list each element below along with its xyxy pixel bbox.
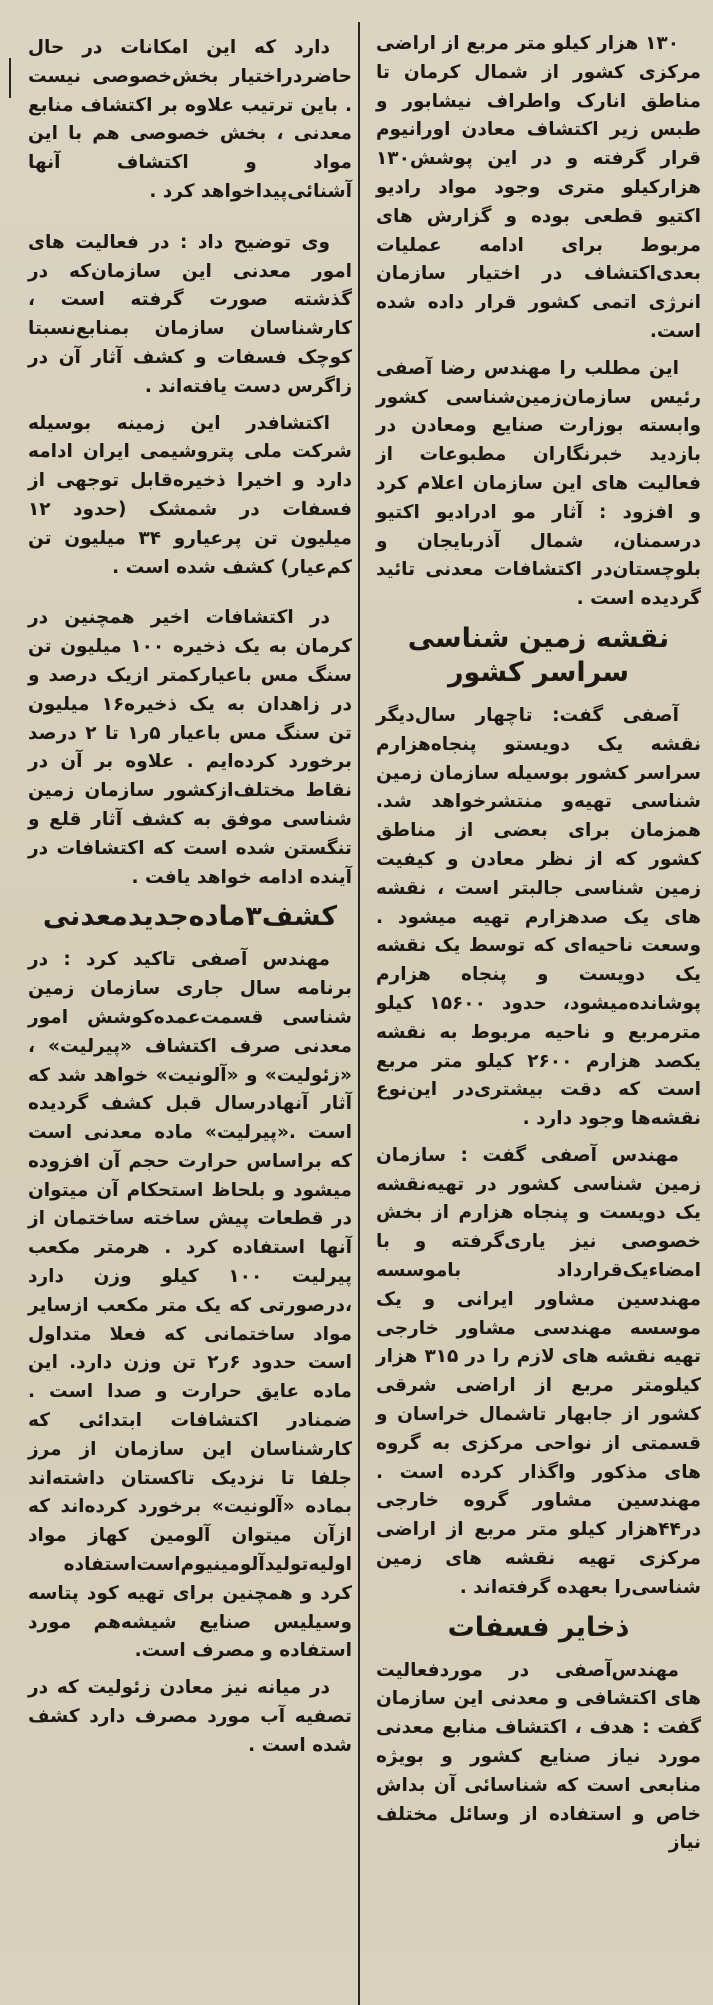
heading-line: ذخایر فسفات bbox=[447, 1611, 630, 1643]
body-paragraph: مهندس‌آصفی در موردفعالیت های اکتشافی و معدنی این سازمان گفت : هدف ، اکتشاف منابع معدنی مورد نیاز صنایع کشور و بویژه منابعی است که شناسائی آن بداش خاص و استفاده از وسائل مختلف نیاز bbox=[376, 1659, 701, 1854]
body-paragraph: وی توضیح داد : در فعالیت های امور معدنی این سازمان‌که در گذشته صورت گرفته است ، کارشناسان سازمان بمنابع‌نسبتا کوچک فسفات و کشف آثار آن در زاگرس دست یافته‌اند . bbox=[28, 231, 352, 397]
body-paragraph: مهندس آصفی گفت : سازمان زمین شناسی کشور در تهیه‌نقشه یک دویست و پنجاه هزارم از بخش خصوصی نیز یاری‌گرفته و با امضاءیک‌قرارداد باموسسه مهندسین مشاور ایرانی و یک موسسه مهندسی مشاور خارجی تهیه نقشه های لازم را در ۳۱۵ هزار کیلومتر مربع از اراضی شرقی کشور از جابهار تاشمال خراسان و قسمتی از نواحی مرکزی به گروه های مذکور واگذار کرده است . مهندسین مشاور گروه خارجی در۴۴هزار کیلو متر مربع از اراضی مرکزی تهیه نقشه های زمین شناسی‌را بعهده گرفته‌اند . bbox=[376, 1144, 701, 1598]
section-heading-phosphate bbox=[376, 1611, 701, 1645]
body-paragraph: آصفی گفت: تاچهار سال‌دیگر نقشه یک دویستو پنجاه‌هزارم سراسر کشور بوسیله سازمان زمین شناسی تهیه‌و منتشرخواهد شد. همزمان برای بعضی از مناطق کشور که از نظر معادن و کیفیت زمین شناسی جالبتر است ، نقشه های یک صدهزارم تهیه میشود . وسعت ناحیه‌ای که توسط یک نقشه یک دویست و پنجاه هزارم پوشانده‌میشود، حدود ۱۵۶۰۰ کیلو مترمربع و ناحیه مربوط به نقشه یکصد هزارم ۲۶۰۰ کیلو متر مربع است که دقت بیشتری‌در این‌نوع نقشه‌ها وجود دارد . bbox=[376, 704, 701, 1130]
section-heading-geological-map bbox=[376, 622, 701, 690]
lead-paragraph: ۱۳۰ هزار کیلو متر مربع از اراضی مرکزی کشور از شمال کرمان تا مناطق انارک واطراف نیشابور و طبس زیر اکتشاف معادن اورانیوم قرار گرفته و در این پوشش۱۳۰ هزارکیلو متری وجود مواد رادیو اکتیو قطعی بوده و گزارش های مربوط برای ادامه عملیات بعدی‌اکتشاف در اختیار سازمان انرژی اتمی کشور قرار داده شده است. bbox=[376, 33, 701, 342]
body-paragraph: دارد که این امکانات در حال حاضردراختیار بخش‌خصوصی نیست . باین ترتیب علاوه بر اکتشاف منابع معدنی ، بخش خصوصی هم با این مواد و اکتشاف آنها آشنائی‌پیداخواهد کرد . bbox=[28, 37, 352, 202]
heading-line: سراسر کشور bbox=[448, 656, 629, 688]
article-left-column bbox=[28, 34, 352, 1769]
heading-line: نقشه زمین شناسی bbox=[407, 622, 670, 654]
body-paragraph: مهندس آصفی تاکید کرد : در برنامه سال جاری سازمان زمین شناسی قسمت‌عمده‌کوشش امور معدنی صرف اکتشاف «پیرلیت» ، «زئولیت» و «آلونیت» خواهد شد که آثار آنهادرسال قبل کشف گردیده است .«پیرلیت» ماده معدنی است که براساس حرارت حجم آن افزوده میشود و بلحاظ استحکام آن میتوان در قطعات پیش ساخته ساختمان از آنها استفاده کرد . هرمتر مکعب پیرلیت ۱۰۰ کیلو وزن دارد ،درصورتی که یک متر مکعب ازسایر مواد ساختمانی که فعلا متداول است حدود ۶ر۲ تن وزن دارد. این ماده عایق حرارت و صدا است . ضمنادر اکتشافات ابتدائی که کارشناسان این سازمان از مرز جلفا تا نزدیک تاکستان داشته‌اند بماده «آلونیت» برخورد کرده‌اند که ازآن میتوان آلومین کهاز مواد اولیه‌تولیدآلومینیوم‌است‌استفاده کرد و همچنین برای تهیه کود پتاسه وسیلیس صنایع شیشه‌هم مورد استفاده و مصرف است. bbox=[28, 949, 353, 1662]
adjacent-column-edge bbox=[0, 58, 11, 98]
article-right-column bbox=[376, 30, 701, 1866]
body-paragraph: در میانه نیز معادن زئولیت که در تصفیه آب مورد مصرف دارد کشف شده است . bbox=[28, 1677, 352, 1756]
section-heading-new-minerals bbox=[28, 900, 352, 934]
body-paragraph: این مطلب را مهندس رضا آصفی رئیس سازمان‌زمین‌شناسی کشور وابسته بوزارت صنایع و‌معادن در بازدید خبرنگاران مطبوعات از فعالیت های این سازمان اعلام کرد و افزود : آثار مو اد‌رادیو اکتیو درسمنان، شمال آذربایجان و بلوچستان‌در اکتشافات معدنی تائید گردیده است . bbox=[376, 357, 701, 610]
heading-line: کشف۳ماده‌جدید‌معدنی bbox=[42, 901, 338, 933]
body-paragraph: در اکتشافات اخیر همچنین در کرمان به یک ذخیره ۱۰۰ میلیون تن سنگ مس باعیارکمتر ازیک درصد و در زاهدان به یک ذخیره۱۶ میلیون تن سنگ مس باعیار ۵ر۱ تا ۲ درصد برخورد کرده‌ایم . علاوه بر آن در نقاط مختلف‌ازکشور سازمان زمین شناسی موفق به کشف آثار قلع و تنگستن شده است که اکتشافات در آینده ادامه خواهد یافت . bbox=[28, 607, 352, 888]
column-divider bbox=[358, 22, 360, 2005]
body-paragraph: اکتشافدر این زمینه بوسیله شرکت ملی پتروشیمی ایران ادامه دارد و اخیرا ذخیره‌قابل توجهی از فسفات در شمشک (حدود ۱۲ میلیون تن پرعیارو ۳۴ میلیون تن کم‌عیار) کشف شده است . bbox=[28, 412, 352, 578]
